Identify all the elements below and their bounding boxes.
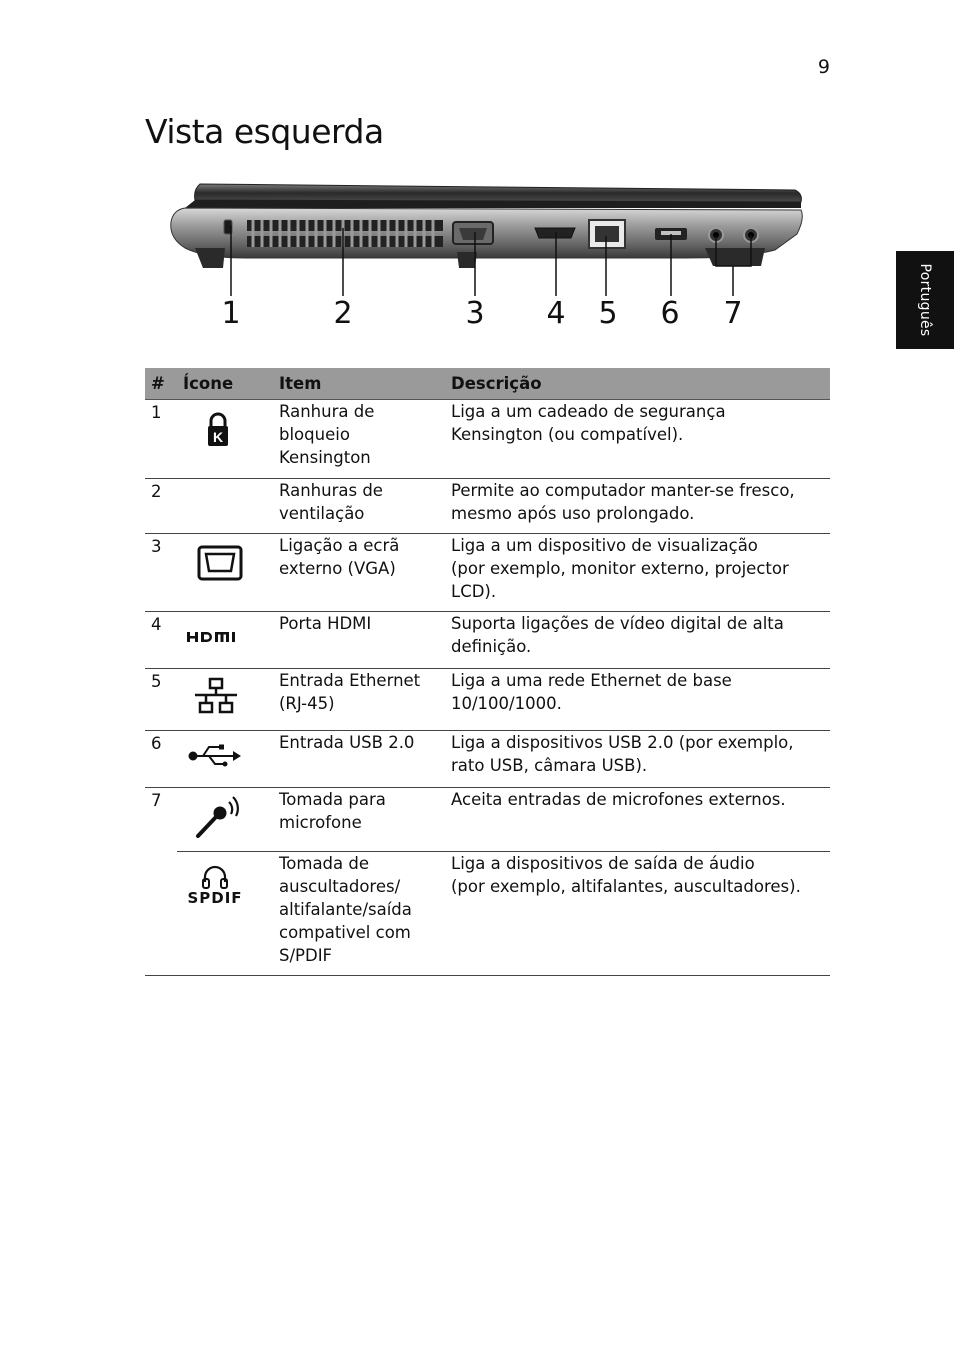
header-description: Descrição [443,368,830,400]
vga-display-icon [195,544,245,584]
laptop-left-side-illustration [165,178,810,278]
row-num [145,852,177,976]
row-description: Liga a dispositivos USB 2.0 (por exemplo, rato USB, câmara USB). [443,731,830,788]
headphones-spdif-icon [185,864,245,906]
row-description: Liga a um cadeado de segurança Kensington (ou compatível). [443,400,830,479]
page-title: Vista esquerda [145,112,384,151]
ports-table [145,368,830,976]
row-item: Tomada para microfone [269,788,443,852]
language-tab-label: Português [917,263,933,337]
row-item: Porta HDMI [269,612,443,669]
row-num: 3 [145,534,177,612]
callout-number-5: 5 [598,296,618,331]
table-row [145,731,830,788]
row-num: 6 [145,731,177,788]
table-row [145,612,830,669]
callout-number-6: 6 [660,296,680,331]
callout-number-3: 3 [465,296,485,331]
table-row [145,788,830,852]
header-item: Item [269,368,443,400]
row-description: Suporta ligações de vídeo digital de alta definição. [443,612,830,669]
row-item: Ranhuras de ventilação [269,479,443,534]
row-num: 7 [151,791,162,810]
row-item: Entrada Ethernet (RJ-45) [269,669,443,731]
row-item: Tomada de auscultadores/ altifalante/saída compativel com S/PDIF [269,852,443,976]
row-description: Liga a uma rede Ethernet de base 10/100/1000. [443,669,830,731]
microphone-icon [193,794,243,840]
hdmi-icon [185,622,245,652]
spdif-label: SPDIF [187,889,243,907]
row-description: Permite ao computador manter-se fresco, mesmo após uso prolongado. [443,479,830,534]
table-row [145,852,830,976]
svg-text:K: K [212,429,224,445]
page-number: 9 [817,56,830,78]
ethernet-network-icon [191,677,241,717]
usb-icon [187,739,243,769]
row-icon-empty [177,479,269,534]
callout-number-2: 2 [333,296,353,331]
row-item: Ranhura de bloqueio Kensington [269,400,443,479]
kensington-lock-icon [203,410,233,454]
row-description: Liga a dispositivos de saída de áudio (por exemplo, altifalantes, auscultadores). [443,852,830,976]
language-tab [896,251,954,349]
row-num: 5 [145,669,177,731]
table-row [145,479,830,534]
row-num: 1 [145,400,177,479]
callout-number-7: 7 [723,296,743,331]
header-icon: Ícone [177,368,269,400]
callout-lines [0,0,954,340]
row-description: Aceita entradas de microfones externos. [443,788,830,852]
table-row [145,534,830,612]
row-description: Liga a um dispositivo de visualização (por exemplo, monitor externo, projector LCD). [443,534,830,612]
table-header-row [145,368,830,400]
header-num: # [145,368,177,400]
table-row [145,669,830,731]
headphones-icon [201,864,229,890]
row-num: 2 [145,479,177,534]
callout-number-4: 4 [546,296,566,331]
table-row [145,400,830,479]
row-num: 4 [145,612,177,669]
row-item: Entrada USB 2.0 [269,731,443,788]
callout-number-1: 1 [221,296,241,331]
row-item: Ligação a ecrã externo (VGA) [269,534,443,612]
